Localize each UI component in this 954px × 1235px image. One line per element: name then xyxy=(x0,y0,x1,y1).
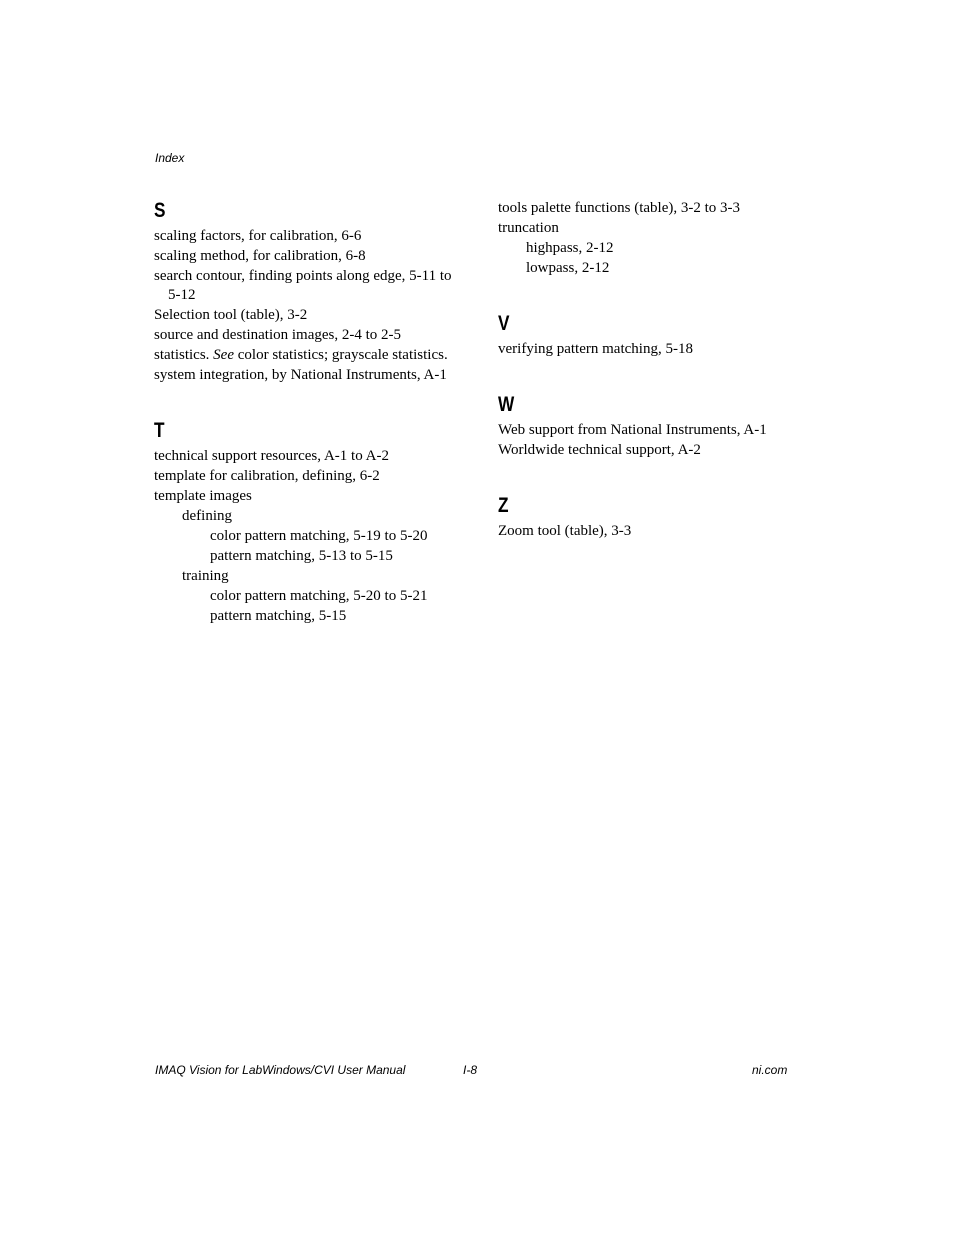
entry-text: statistics. xyxy=(154,347,214,363)
index-entry: pattern matching, 5-13 to 5-15 xyxy=(210,548,393,564)
index-section xyxy=(498,494,798,541)
index-entry: highpass, 2-12 xyxy=(526,240,614,256)
entry-text: color statistics; grayscale statistics. xyxy=(234,347,448,363)
index-entry: template for calibration, defining, 6-2 xyxy=(154,468,380,484)
section-letter: S xyxy=(154,199,166,222)
section-letter: W xyxy=(498,393,515,416)
index-entry: defining xyxy=(182,508,232,524)
footer-page-number: I-8 xyxy=(463,1063,478,1077)
index-column-right xyxy=(498,199,798,575)
entry-see-reference: See xyxy=(213,347,234,363)
index-entry: color pattern matching, 5-19 to 5-20 xyxy=(210,528,428,544)
index-entry: training xyxy=(182,568,229,584)
section-letter: V xyxy=(498,312,510,335)
footer-website: ni.com xyxy=(752,1063,788,1077)
index-entry: technical support resources, A-1 to A-2 xyxy=(154,448,389,464)
section-letter: T xyxy=(154,419,165,442)
index-entry: system integration, by National Instruments, A-1 xyxy=(154,367,447,383)
index-entry: template images xyxy=(154,488,252,504)
index-column-left xyxy=(154,199,454,660)
index-entry: Web support from National Instruments, A-1 xyxy=(498,422,767,438)
index-entry xyxy=(154,346,454,365)
footer-manual-title: IMAQ Vision for LabWindows/CVI User Manual xyxy=(155,1063,406,1077)
section-letter: Z xyxy=(498,494,509,517)
index-entry: Zoom tool (table), 3-3 xyxy=(498,523,632,539)
index-entry: pattern matching, 5-15 xyxy=(210,608,347,624)
index-section xyxy=(498,393,798,460)
running-head: Index xyxy=(155,151,185,165)
index-entry: scaling method, for calibration, 6-8 xyxy=(154,248,366,264)
index-section xyxy=(154,199,454,385)
index-section xyxy=(498,199,798,278)
index-section xyxy=(498,312,798,359)
index-entry: color pattern matching, 5-20 to 5-21 xyxy=(210,588,428,604)
index-entry: tools palette functions (table), 3-2 to 3-3 xyxy=(498,200,741,216)
index-entry: Selection tool (table), 3-2 xyxy=(154,307,308,323)
index-section xyxy=(154,419,454,626)
index-entry: truncation xyxy=(498,220,559,236)
index-entry: search contour, finding points along edge, 5-11 to 5-12 xyxy=(154,268,452,303)
index-entry: scaling factors, for calibration, 6-6 xyxy=(154,228,362,244)
index-entry: Worldwide technical support, A-2 xyxy=(498,442,701,458)
index-entry: verifying pattern matching, 5-18 xyxy=(498,341,693,357)
index-entry: lowpass, 2-12 xyxy=(526,260,610,276)
index-entry: source and destination images, 2-4 to 2-5 xyxy=(154,327,402,343)
